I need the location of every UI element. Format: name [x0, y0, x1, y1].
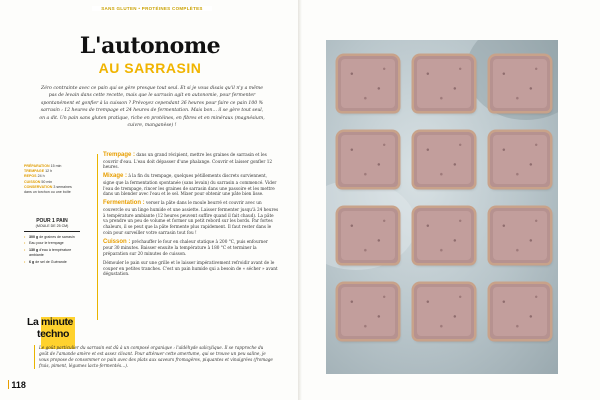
ingredient-item: • 6 g de sel de Guérande — [24, 260, 80, 265]
ingredient-item: • Eau pour le trempage — [24, 241, 80, 246]
info-row: CONSERVATION 3 semaines dans un torchon ou une boîte — [24, 184, 72, 195]
info-row: CUISSON 50 min — [24, 179, 53, 184]
bread-slice — [338, 56, 398, 111]
bread-slice — [490, 132, 550, 187]
portion-subtitle: (MOULE DE 25 CM) — [35, 224, 69, 228]
category-tag: SANS GLUTEN • PROTÉINES COMPLÈTES — [92, 6, 212, 11]
page-number: 118 — [8, 380, 26, 390]
page-number-bar — [8, 380, 9, 389]
info-row: PRÉPARATION 15 min — [24, 164, 62, 168]
ingredient-item: • 130 g d'eau à température ambiante — [24, 248, 80, 258]
minute-techno-heading: La minute techno — [27, 313, 85, 353]
info-row: TREMPAGE 12 h — [24, 169, 53, 174]
recipe-steps — [103, 152, 279, 280]
recipe-title: L'autonome — [79, 33, 221, 59]
bread-slice — [414, 132, 474, 187]
bread-slices-photo — [326, 40, 558, 374]
step-demoulage: Démouler le pain sur une grille et le laisser impérativement refroidir avant de le couper en petites tranches. C'est un pain humide qui a besoin de « sécher » avant dégustation. — [103, 260, 278, 277]
bread-slice — [490, 208, 550, 263]
ingredient-item: • 300 g de graines de sarrasin — [24, 235, 80, 240]
step-cuisson: Cuisson : préchauffer le four en chaleur statique à 200 °C, puis enfourner pour 30 minutes. Baisser ensuite la température à 180 °C et terminer la préparation sur 20 minutes de cuisson. — [103, 238, 268, 257]
recipe-info — [24, 164, 80, 195]
divider — [97, 154, 98, 320]
bread-slice — [338, 132, 398, 187]
bread-slice — [338, 208, 398, 263]
bread-slice — [338, 284, 398, 339]
step-fermentation: Fermentation : verser la pâte dans le moule beurré et couvrir avec un couvercle ou un linge humide et une assiette. Laisser fermenter jusqu'à 24 heures à température ambiante (12 heures peuvent suffire quand il fait chaud). La pâte va prendre un peu de volume et former un petit rebord sur les bords. Par fortes chaleurs, il se peut que la pâte fermente plus rapidement. Il faut rester dans le coin pour surveiller votre sarrasin tout fou ! — [103, 200, 279, 235]
bread-slice — [414, 208, 474, 263]
divider — [24, 231, 80, 232]
ingredients-box — [24, 218, 80, 267]
bread-slice — [414, 284, 474, 339]
info-row: REPOS 24 h — [24, 174, 45, 179]
portion-title: POUR 1 PAIN — [36, 218, 68, 224]
step-trempage: Trempage : dans un grand récipient, mettre les graines de sarrasin et les couvrir d'eau. L'eau doit dépasser d'une phalange. Couvrir et laisser gonfler 12 heures. — [103, 152, 273, 170]
intro-paragraph: Zéro contrainte avec ce pain qui se gère presque tout seul. Et si je vous disais qu'il n'y a même pas de levain dans cette recette, mais que le sarrasin agit en autonomie, pour fermenter spontanément et gonfler à la cuisson ? Prévoyez cependant 36 heures pour faire ce pain 100 % sarrasin : 12 heures de trempage et 24 heures de fermentation. Mais bon… il se gère tout seul, on a dit. Un pain sans gluten pratique, riche en protéines, en fibres et en minéraux (magnésium, cuivre, manganèse) ! — [39, 86, 265, 129]
bread-slice — [490, 56, 550, 111]
recipe-subtitle: AU SARRASIN — [98, 60, 202, 76]
step-mixage: Mixage : à la fin du trempage, quelques pétillements discrets surviennent, signe que la fermentation spontanée (sans levain) du sarrasin a commencé. Vider l'eau de trempage, rincer les graines de sarrasin dans une passoire et les mettre dans un blender avec l'eau et le sel. Mixer pour obtenir une pâte bien lisse. — [103, 173, 277, 197]
bread-slice — [490, 284, 550, 339]
techno-note: Le goût particulier du sarrasin est dû à un composé organique : l'aldéhyde salicylique. Il se rapproche du goût de l'amande amère et est assez clivant. Pour atténuer cette amertume, qui se trouve un peu saline, je vous propose de consommer ce pain avec des plats aux saveurs fromagères, piquantes et vinaigrées (fromage frais, piment, légumes lacto-fermentés…). — [34, 345, 274, 369]
bread-slice — [414, 56, 474, 111]
page-gutter — [298, 0, 302, 400]
